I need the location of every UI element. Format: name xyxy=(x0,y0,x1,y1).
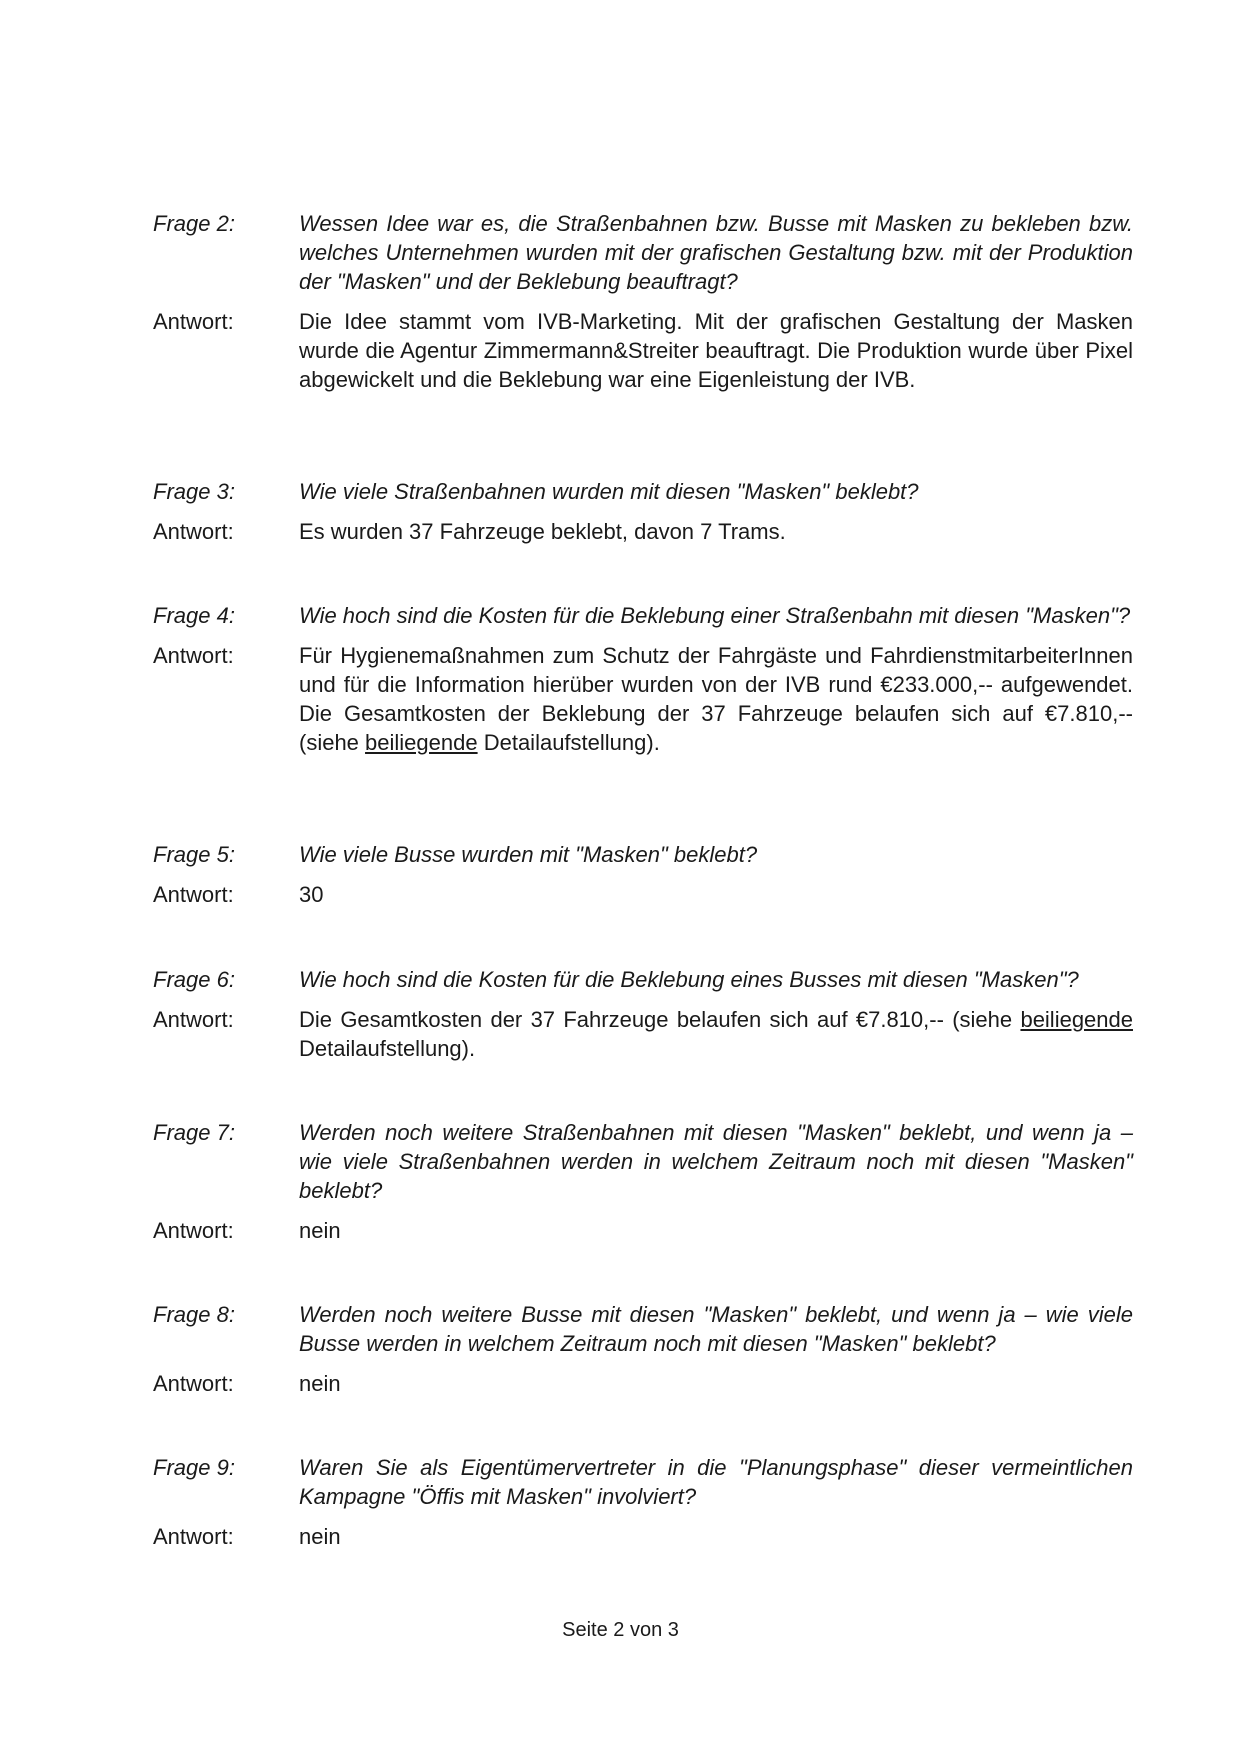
question-label: Frage 2: xyxy=(153,211,235,236)
question-text: Wie hoch sind die Kosten für die Beklebung einer Straßenbahn mit diesen "Masken"? xyxy=(299,603,1131,628)
answer-row xyxy=(153,1216,1133,1245)
beiliegende-link: beiliegende xyxy=(365,730,478,755)
question-row xyxy=(153,1118,1133,1205)
answer-text-part: Für Hygienemaßnahmen zum Schutz der Fahrgäste und FahrdienstmitarbeiterInnen und für die Information hierüber wurden von der IVB rund €233.000,-- aufgewendet. Die Gesamtkosten der Beklebung der 37 Fahrzeuge belaufen sich auf €7.810,-- (siehe xyxy=(299,643,1133,755)
answer-label: Antwort: xyxy=(153,1218,234,1243)
answer-row xyxy=(153,307,1133,394)
answer-row xyxy=(153,517,1133,546)
question-label: Frage 8: xyxy=(153,1302,235,1327)
answer-text-part: Detailaufstellung). xyxy=(299,1036,476,1061)
question-text: Wie viele Straßenbahnen wurden mit diesen "Masken" beklebt? xyxy=(299,479,919,504)
answer-text-part: Die Gesamtkosten der 37 Fahrzeuge belaufen sich auf €7.810,-- (siehe xyxy=(299,1007,1021,1032)
question-text: Werden noch weitere Busse mit diesen "Masken" beklebt, und wenn ja – wie viele Busse werden in welchem Zeitraum noch mit diesen "Masken" beklebt? xyxy=(299,1302,1133,1356)
qa-block-frage-4 xyxy=(153,601,1133,757)
question-text: Werden noch weitere Straßenbahnen mit diesen "Masken" beklebt, und wenn ja – wie viele Straßenbahnen werden in welchem Zeitraum noch mit diesen "Masken" beklebt? xyxy=(299,1120,1133,1203)
answer-row xyxy=(153,1369,1133,1398)
answer-text xyxy=(299,641,1133,757)
question-label: Frage 5: xyxy=(153,842,235,867)
answer-text: nein xyxy=(299,1218,341,1243)
qa-block-frage-3 xyxy=(153,477,1133,546)
answer-text: 30 xyxy=(299,882,324,907)
question-row xyxy=(153,1300,1133,1358)
answer-row xyxy=(153,880,1133,909)
question-text: Wie hoch sind die Kosten für die Beklebung eines Busses mit diesen "Masken"? xyxy=(299,967,1079,992)
question-label: Frage 9: xyxy=(153,1455,235,1480)
answer-row xyxy=(153,1005,1133,1063)
answer-text-part: Detailaufstellung). xyxy=(477,730,660,755)
question-text: Wie viele Busse wurden mit "Masken" beklebt? xyxy=(299,842,758,867)
answer-row xyxy=(153,1522,1133,1551)
question-row xyxy=(153,477,1133,506)
question-label: Frage 3: xyxy=(153,479,235,504)
beiliegende-link: beiliegende xyxy=(1020,1007,1133,1032)
answer-label: Antwort: xyxy=(153,1371,234,1396)
question-row xyxy=(153,209,1133,296)
question-row xyxy=(153,840,1133,869)
answer-label: Antwort: xyxy=(153,1524,234,1549)
question-label: Frage 4: xyxy=(153,603,235,628)
page-number: Seite 2 von 3 xyxy=(562,1619,679,1641)
answer-label: Antwort: xyxy=(153,519,234,544)
answer-text: nein xyxy=(299,1371,341,1396)
question-label: Frage 7: xyxy=(153,1120,235,1145)
qa-block-frage-6 xyxy=(153,965,1133,1063)
question-text: Waren Sie als Eigentümervertreter in die "Planungsphase" dieser vermeintlichen Kampagne "Öffis mit Masken" involviert? xyxy=(299,1455,1133,1509)
answer-label: Antwort: xyxy=(153,309,234,334)
question-row xyxy=(153,1453,1133,1511)
qa-block-frage-8 xyxy=(153,1300,1133,1398)
question-row xyxy=(153,965,1133,994)
qa-block-frage-7 xyxy=(153,1118,1133,1245)
question-label: Frage 6: xyxy=(153,967,235,992)
qa-block-frage-9 xyxy=(153,1453,1133,1551)
answer-label: Antwort: xyxy=(153,882,234,907)
answer-text: Es wurden 37 Fahrzeuge beklebt, davon 7 Trams. xyxy=(299,519,786,544)
answer-text xyxy=(299,1005,1133,1063)
question-row xyxy=(153,601,1133,630)
answer-text: nein xyxy=(299,1524,341,1549)
qa-block-frage-2 xyxy=(153,209,1133,394)
qa-block-frage-5 xyxy=(153,840,1133,909)
answer-label: Antwort: xyxy=(153,1007,234,1032)
answer-row xyxy=(153,641,1133,757)
answer-label: Antwort: xyxy=(153,643,234,668)
question-text: Wessen Idee war es, die Straßenbahnen bzw. Busse mit Masken zu bekleben bzw. welches Unternehmen wurden mit der grafischen Gestaltung bzw. mit der Produktion der "Masken" und der Beklebung beauftragt? xyxy=(299,211,1133,294)
answer-text: Die Idee stammt vom IVB-Marketing. Mit der grafischen Gestaltung der Masken wurde die Agentur Zimmermann&Streiter beauftragt. Die Produktion wurde über Pixel abgewickelt und die Beklebung war eine Eigenleistung der IVB. xyxy=(299,309,1133,392)
